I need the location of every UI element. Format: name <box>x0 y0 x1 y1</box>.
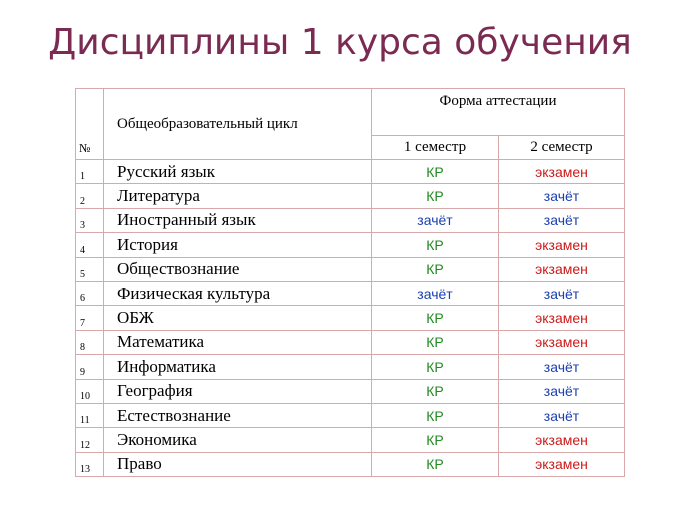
table-row <box>76 160 625 184</box>
row-number: 6 <box>76 281 104 305</box>
row-number: 5 <box>76 257 104 281</box>
semester-2-form: экзамен <box>499 233 625 257</box>
disciplines-table <box>75 88 625 477</box>
header-semester-2: 2 семестр <box>499 136 625 160</box>
discipline-name: Иностранный язык <box>104 208 372 232</box>
row-number: 13 <box>76 452 104 476</box>
discipline-name: Информатика <box>104 355 372 379</box>
semester-2-form: экзамен <box>499 428 625 452</box>
table-row <box>76 233 625 257</box>
semester-1-form: КР <box>372 355 499 379</box>
table-row <box>76 257 625 281</box>
semester-2-form: зачёт <box>499 281 625 305</box>
row-number: 12 <box>76 428 104 452</box>
discipline-name: Математика <box>104 330 372 354</box>
header-cycle: Общеобразовательный цикл <box>104 89 372 160</box>
discipline-name: Экономика <box>104 428 372 452</box>
discipline-name: Литература <box>104 184 372 208</box>
discipline-name: История <box>104 233 372 257</box>
discipline-name: Естествознание <box>104 403 372 427</box>
row-number: 3 <box>76 208 104 232</box>
table-row <box>76 379 625 403</box>
header-semester-1: 1 семестр <box>372 136 499 160</box>
semester-1-form: зачёт <box>372 281 499 305</box>
discipline-name: Право <box>104 452 372 476</box>
semester-2-form: зачёт <box>499 355 625 379</box>
header-attestation-form: Форма аттестации <box>372 89 625 136</box>
table-row <box>76 330 625 354</box>
discipline-name: Физическая культура <box>104 281 372 305</box>
row-number: 2 <box>76 184 104 208</box>
semester-1-form: КР <box>372 379 499 403</box>
discipline-name: География <box>104 379 372 403</box>
semester-2-form: зачёт <box>499 403 625 427</box>
semester-2-form: экзамен <box>499 257 625 281</box>
semester-2-form: зачёт <box>499 184 625 208</box>
table-row <box>76 452 625 476</box>
row-number: 1 <box>76 160 104 184</box>
row-number: 8 <box>76 330 104 354</box>
discipline-name: ОБЖ <box>104 306 372 330</box>
discipline-name: Русский язык <box>104 160 372 184</box>
semester-2-form: зачёт <box>499 208 625 232</box>
row-number: 9 <box>76 355 104 379</box>
header-number: № <box>76 89 104 160</box>
row-number: 4 <box>76 233 104 257</box>
semester-2-form: экзамен <box>499 160 625 184</box>
semester-2-form: зачёт <box>499 379 625 403</box>
table-row <box>76 208 625 232</box>
semester-1-form: зачёт <box>372 208 499 232</box>
table-row <box>76 403 625 427</box>
semester-2-form: экзамен <box>499 306 625 330</box>
table-row <box>76 184 625 208</box>
semester-1-form: КР <box>372 160 499 184</box>
table-row <box>76 428 625 452</box>
table-row <box>76 355 625 379</box>
semester-1-form: КР <box>372 452 499 476</box>
row-number: 11 <box>76 403 104 427</box>
semester-1-form: КР <box>372 306 499 330</box>
row-number: 10 <box>76 379 104 403</box>
table-row <box>76 281 625 305</box>
semester-2-form: экзамен <box>499 330 625 354</box>
semester-1-form: КР <box>372 428 499 452</box>
semester-2-form: экзамен <box>499 452 625 476</box>
row-number: 7 <box>76 306 104 330</box>
semester-1-form: КР <box>372 330 499 354</box>
semester-1-form: КР <box>372 257 499 281</box>
semester-1-form: КР <box>372 184 499 208</box>
table-row <box>76 306 625 330</box>
semester-1-form: КР <box>372 233 499 257</box>
semester-1-form: КР <box>372 403 499 427</box>
discipline-name: Обществознание <box>104 257 372 281</box>
page-title: Дисциплины 1 курса обучения <box>48 22 632 63</box>
